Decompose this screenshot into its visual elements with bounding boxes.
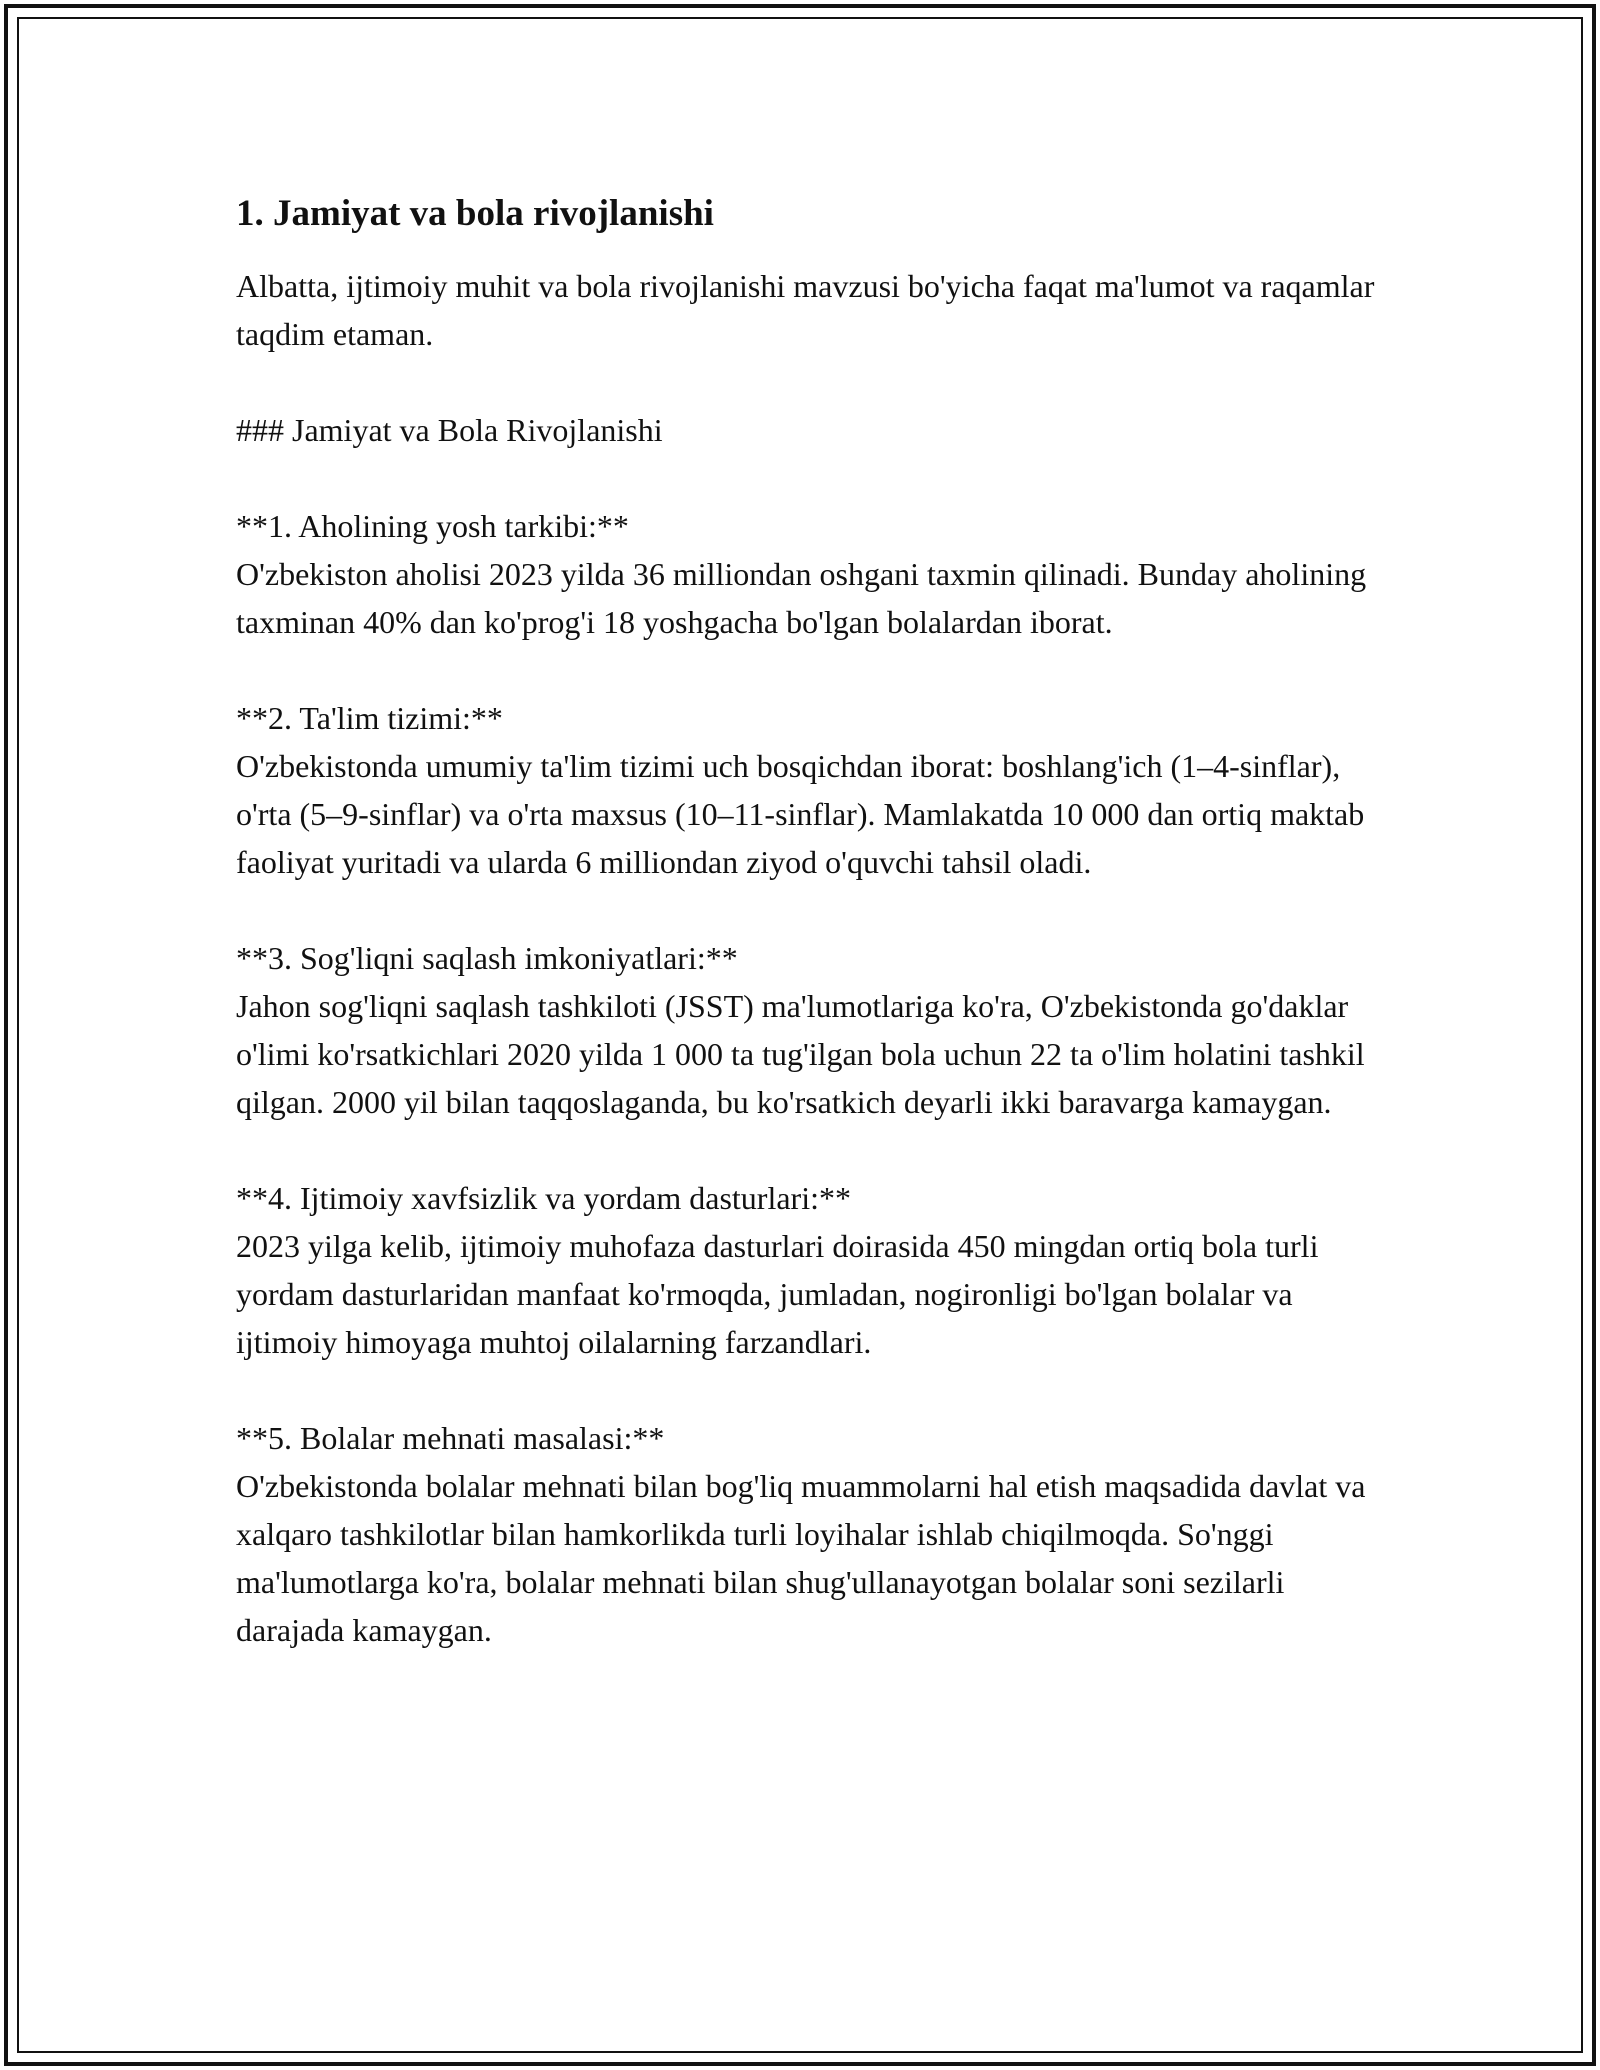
section-body: 2023 yilga kelib, ijtimoiy muhofaza dasturlari doirasida 450 mingdan ortiq bola turli yordam dasturlaridan manfaat ko'rmoqda, jumladan, nogironligi bo'lgan bolalar va ijtimoiy himoyaga muhtoj oilalarning farzandlari. <box>236 1228 1319 1360</box>
section-heading: **4. Ijtimoiy xavfsizlik va yordam dasturlari:** <box>236 1180 851 1216</box>
section-body: O'zbekistonda bolalar mehnati bilan bog'liq muammolarni hal etish maqsadida davlat va xalqaro tashkilotlar bilan hamkorlikda turli loyihalar ishlab chiqilmoqda. So'nggi ma'lumotlarga ko'ra, bolalar mehnati bilan shug'ullanayotgan bolalar soni sezilarli darajada kamaygan. <box>236 1468 1366 1648</box>
intro-paragraph: Albatta, ijtimoiy muhit va bola rivojlanishi mavzusi bo'yicha faqat ma'lumot va raqamlar taqdim etaman. <box>236 268 1375 352</box>
document-content <box>236 188 1376 1702</box>
section-2 <box>236 694 1376 886</box>
section-heading: **3. Sog'liqni saqlash imkoniyatlari:** <box>236 940 738 976</box>
section-body: Jahon sog'liqni saqlash tashkiloti (JSST) ma'lumotlariga ko'ra, O'zbekistonda go'daklar o'limi ko'rsatkichlari 2020 yilda 1 000 ta tug'ilgan bola uchun 22 ta o'lim holatini tashkil qilgan. 2000 yil bilan taqqoslaganda, bu ko'rsatkich deyarli ikki baravarga kamaygan. <box>236 988 1365 1120</box>
section-5 <box>236 1414 1376 1654</box>
section-body: O'zbekistonda umumiy ta'lim tizimi uch bosqichdan iborat: boshlang'ich (1–4-sinflar), o'rta (5–9-sinflar) va o'rta maxsus (10–11-sinflar). Mamlakatda 10 000 dan ortiq maktab faoliyat yuritadi va ularda 6 milliondan ziyod o'quvchi tahsil oladi. <box>236 748 1365 880</box>
document-title: 1. Jamiyat va bola rivojlanishi <box>236 193 714 234</box>
section-3 <box>236 934 1376 1126</box>
section-heading: **1. Aholining yosh tarkibi:** <box>236 508 629 544</box>
section-1 <box>236 502 1376 646</box>
section-4 <box>236 1174 1376 1366</box>
section-heading: **2. Ta'lim tizimi:** <box>236 700 503 736</box>
section-body: O'zbekiston aholisi 2023 yilda 36 milliondan oshgani taxmin qilinadi. Bunday aholining taxminan 40% dan ko'prog'i 18 yoshgacha bo'lgan bolalardan iborat. <box>236 556 1367 640</box>
section-heading: **5. Bolalar mehnati masalasi:** <box>236 1420 665 1456</box>
subheading: ### Jamiyat va Bola Rivojlanishi <box>236 412 663 448</box>
